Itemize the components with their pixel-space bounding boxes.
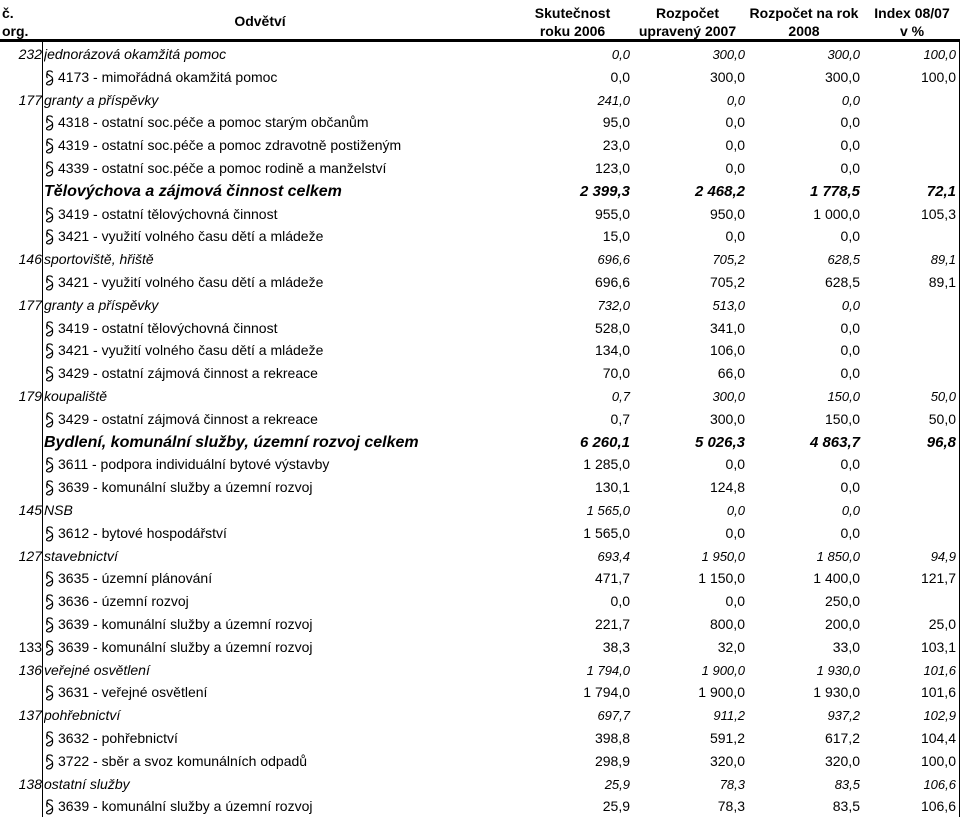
value-skutecnost-2006: 693,4 bbox=[597, 548, 630, 564]
table-row bbox=[0, 476, 960, 499]
value-rozpocet-2007: 300,0 bbox=[712, 47, 745, 62]
org-number bbox=[0, 339, 42, 362]
value-skutecnost-2006: 241,0 bbox=[597, 92, 630, 108]
section-total-label: Bydlení, komunální služby, územní rozvoj celkem bbox=[44, 433, 419, 451]
section-icon bbox=[45, 684, 54, 702]
row-label: 4339 - ostatní soc.péče a pomoc rodině a manželství bbox=[58, 160, 387, 176]
value-index bbox=[861, 522, 956, 545]
value-rozpocet-2008: 83,5 bbox=[832, 798, 860, 815]
table-row bbox=[0, 271, 960, 294]
org-number bbox=[0, 522, 42, 545]
value-index: 72,1 bbox=[926, 182, 956, 200]
value-index: 103,1 bbox=[920, 638, 956, 655]
section-total-label: Tělovýchova a zájmová činnost celkem bbox=[44, 182, 342, 200]
value-rozpocet-2008: 1 850,0 bbox=[816, 548, 860, 564]
table-row bbox=[0, 545, 960, 568]
value-index: 106,6 bbox=[923, 776, 956, 792]
value-rozpocet-2008: 0,0 bbox=[840, 137, 860, 154]
table-row bbox=[0, 636, 960, 659]
value-index bbox=[861, 339, 956, 362]
value-rozpocet-2007: 1 900,0 bbox=[701, 662, 745, 678]
row-label: 3639 - komunální služby a územní rozvoj bbox=[58, 638, 313, 655]
value-rozpocet-2007: 0,0 bbox=[726, 92, 745, 108]
org-number: 133 bbox=[18, 638, 42, 655]
org-number: 179 bbox=[18, 388, 42, 404]
value-index: 106,6 bbox=[920, 798, 956, 815]
value-rozpocet-2008: 150,0 bbox=[827, 389, 860, 404]
section-icon bbox=[45, 160, 54, 178]
org-number: 127 bbox=[18, 547, 42, 564]
value-rozpocet-2007: 1 900,0 bbox=[698, 684, 745, 701]
value-rozpocet-2007: 0,0 bbox=[725, 524, 745, 541]
value-rozpocet-2007: 341,0 bbox=[709, 319, 745, 336]
value-rozpocet-2008: 150,0 bbox=[824, 410, 860, 427]
value-index: 100,0 bbox=[920, 752, 956, 769]
value-skutecnost-2006: 732,0 bbox=[597, 297, 630, 313]
group-label: veřejné osvětlení bbox=[44, 661, 150, 678]
table-row bbox=[0, 248, 960, 271]
value-index bbox=[861, 294, 956, 317]
value-rozpocet-2008: 200,0 bbox=[824, 616, 860, 632]
org-number bbox=[0, 681, 42, 704]
org-number bbox=[0, 476, 42, 499]
section-icon bbox=[45, 456, 54, 474]
table-row bbox=[0, 294, 960, 317]
value-index: 105,3 bbox=[920, 205, 956, 222]
value-rozpocet-2008: 937,2 bbox=[827, 708, 860, 724]
value-rozpocet-2008: 0,0 bbox=[840, 479, 860, 496]
value-rozpocet-2008: 628,5 bbox=[824, 274, 860, 290]
org-number bbox=[0, 66, 42, 89]
value-skutecnost-2006: 1 565,0 bbox=[583, 524, 630, 541]
table-row bbox=[0, 567, 960, 590]
value-rozpocet-2008: 0,0 bbox=[840, 342, 860, 359]
value-rozpocet-2007: 2 468,2 bbox=[694, 182, 745, 200]
org-number: 137 bbox=[18, 707, 42, 724]
value-rozpocet-2008: 1 778,5 bbox=[809, 182, 860, 200]
org-number: 145 bbox=[18, 502, 42, 518]
header-org: č. org. bbox=[2, 5, 29, 39]
table-row bbox=[0, 773, 960, 796]
section-icon bbox=[45, 753, 54, 771]
value-rozpocet-2008: 0,0 bbox=[840, 524, 860, 541]
table-row bbox=[0, 499, 960, 522]
value-skutecnost-2006: 955,0 bbox=[594, 205, 630, 222]
value-rozpocet-2008: 320,0 bbox=[824, 752, 860, 769]
row-label: 3421 - využití volného času dětí a mládeže bbox=[58, 342, 324, 359]
org-number bbox=[0, 727, 42, 750]
value-index bbox=[861, 225, 956, 248]
value-skutecnost-2006: 25,9 bbox=[602, 798, 630, 815]
value-skutecnost-2006: 25,9 bbox=[604, 776, 630, 792]
value-index: 104,4 bbox=[920, 730, 956, 746]
value-rozpocet-2007: 124,8 bbox=[709, 479, 745, 496]
value-skutecnost-2006: 1 565,0 bbox=[586, 503, 630, 518]
value-rozpocet-2007: 0,0 bbox=[725, 160, 745, 176]
value-skutecnost-2006: 697,7 bbox=[597, 708, 630, 724]
row-label: 3639 - komunální služby a územní rozvoj bbox=[58, 616, 313, 632]
value-skutecnost-2006: 1 285,0 bbox=[583, 456, 630, 473]
value-index: 89,1 bbox=[930, 252, 956, 268]
value-rozpocet-2007: 78,3 bbox=[717, 798, 745, 815]
org-number bbox=[0, 271, 42, 294]
value-index: 94,9 bbox=[930, 548, 956, 564]
row-label: 4319 - ostatní soc.péče a pomoc zdravotně postiženým bbox=[58, 137, 402, 154]
group-label: jednorázová okamžitá pomoc bbox=[44, 46, 227, 62]
org-number bbox=[0, 180, 42, 203]
value-rozpocet-2008: 0,0 bbox=[840, 114, 860, 131]
value-skutecnost-2006: 23,0 bbox=[602, 137, 630, 154]
section-icon bbox=[45, 616, 54, 634]
table-row bbox=[0, 453, 960, 476]
value-rozpocet-2008: 0,0 bbox=[840, 365, 860, 382]
group-label: NSB bbox=[44, 502, 73, 518]
row-label: 3636 - územní rozvoj bbox=[58, 593, 189, 610]
table-row bbox=[0, 659, 960, 682]
group-label: ostatní služby bbox=[44, 775, 130, 792]
table-row bbox=[0, 408, 960, 431]
org-number: 177 bbox=[18, 91, 42, 108]
org-number bbox=[0, 590, 42, 613]
value-index bbox=[861, 499, 956, 522]
value-rozpocet-2008: 250,0 bbox=[824, 593, 860, 610]
table-row bbox=[0, 522, 960, 545]
org-number bbox=[0, 795, 42, 817]
value-skutecnost-2006: 38,3 bbox=[602, 638, 630, 655]
org-number bbox=[0, 750, 42, 773]
value-index: 102,9 bbox=[923, 708, 956, 724]
value-rozpocet-2008: 0,0 bbox=[840, 228, 860, 245]
value-index: 121,7 bbox=[920, 570, 956, 587]
value-skutecnost-2006: 471,7 bbox=[594, 570, 630, 587]
value-index bbox=[861, 111, 956, 134]
org-number bbox=[0, 134, 42, 157]
value-rozpocet-2008: 0,0 bbox=[841, 503, 860, 518]
header-skutecnost: Skutečnost roku 2006 bbox=[534, 5, 611, 39]
org-number: 232 bbox=[18, 46, 42, 62]
header-index: Index 08/07 v % bbox=[874, 5, 950, 39]
value-skutecnost-2006: 0,0 bbox=[610, 593, 630, 610]
value-skutecnost-2006: 70,0 bbox=[602, 365, 630, 382]
value-index bbox=[861, 453, 956, 476]
value-rozpocet-2007: 0,0 bbox=[725, 593, 745, 610]
value-skutecnost-2006: 123,0 bbox=[594, 160, 630, 176]
value-rozpocet-2007: 591,2 bbox=[709, 730, 745, 746]
value-rozpocet-2007: 705,2 bbox=[709, 274, 745, 290]
org-number: 136 bbox=[18, 661, 42, 678]
value-index: 96,8 bbox=[926, 433, 956, 451]
value-rozpocet-2007: 1 950,0 bbox=[701, 548, 745, 564]
section-icon bbox=[45, 320, 54, 338]
value-index: 50,0 bbox=[930, 389, 956, 404]
row-label: 3632 - pohřebnictví bbox=[58, 730, 178, 746]
value-skutecnost-2006: 696,6 bbox=[594, 274, 630, 290]
value-rozpocet-2008: 1 400,0 bbox=[813, 570, 860, 587]
group-label: granty a příspěvky bbox=[44, 91, 159, 108]
row-label: 3722 - sběr a svoz komunálních odpadů bbox=[58, 752, 308, 769]
group-label: sportoviště, hřiště bbox=[44, 251, 154, 268]
org-number bbox=[0, 362, 42, 385]
value-skutecnost-2006: 0,0 bbox=[611, 47, 630, 62]
value-rozpocet-2008: 4 863,7 bbox=[809, 433, 860, 451]
section-icon bbox=[45, 69, 54, 87]
org-number: 177 bbox=[18, 296, 42, 313]
value-rozpocet-2007: 300,0 bbox=[709, 410, 745, 427]
section-icon bbox=[45, 479, 54, 497]
row-label: 3429 - ostatní zájmová činnost a rekreace bbox=[58, 365, 318, 382]
value-index bbox=[861, 476, 956, 499]
org-number bbox=[0, 317, 42, 340]
value-index bbox=[861, 590, 956, 613]
value-rozpocet-2008: 0,0 bbox=[840, 160, 860, 176]
value-index: 25,0 bbox=[928, 616, 956, 632]
value-index bbox=[861, 134, 956, 157]
org-number bbox=[0, 203, 42, 226]
value-rozpocet-2008: 617,2 bbox=[824, 730, 860, 746]
value-skutecnost-2006: 1 794,0 bbox=[586, 662, 630, 678]
value-rozpocet-2008: 1 000,0 bbox=[813, 205, 860, 222]
table-row bbox=[0, 431, 960, 454]
value-rozpocet-2007: 950,0 bbox=[709, 205, 745, 222]
value-index: 100,0 bbox=[920, 68, 956, 85]
value-rozpocet-2007: 0,0 bbox=[726, 503, 745, 518]
section-icon bbox=[45, 798, 54, 816]
value-rozpocet-2007: 106,0 bbox=[709, 342, 745, 359]
value-skutecnost-2006: 130,1 bbox=[594, 479, 630, 496]
section-icon bbox=[45, 274, 54, 292]
value-rozpocet-2007: 705,2 bbox=[712, 252, 745, 268]
table-row bbox=[0, 134, 960, 157]
header-odvetvi: Odvětví bbox=[234, 13, 286, 29]
table-row bbox=[0, 681, 960, 704]
org-number: 138 bbox=[18, 775, 42, 792]
value-rozpocet-2007: 911,2 bbox=[713, 708, 745, 724]
row-label: 3639 - komunální služby a územní rozvoj bbox=[58, 479, 313, 496]
row-label: 3421 - využití volného času dětí a mládeže bbox=[58, 274, 324, 290]
value-index: 100,0 bbox=[923, 47, 956, 62]
row-label: 3612 - bytové hospodářství bbox=[58, 524, 227, 541]
section-icon bbox=[45, 525, 54, 543]
value-rozpocet-2008: 0,0 bbox=[840, 319, 860, 336]
org-number bbox=[0, 613, 42, 636]
table-row bbox=[0, 590, 960, 613]
value-index bbox=[861, 362, 956, 385]
value-index: 50,0 bbox=[928, 410, 956, 427]
value-index bbox=[861, 157, 956, 180]
org-number bbox=[0, 431, 42, 454]
org-number bbox=[0, 567, 42, 590]
table-row bbox=[0, 339, 960, 362]
table-row bbox=[0, 362, 960, 385]
value-skutecnost-2006: 95,0 bbox=[602, 114, 630, 131]
row-label: 3631 - veřejné osvětlení bbox=[58, 684, 208, 701]
row-label: 3429 - ostatní zájmová činnost a rekreace bbox=[58, 410, 318, 427]
value-skutecnost-2006: 528,0 bbox=[594, 319, 630, 336]
group-label: pohřebnictví bbox=[44, 707, 121, 724]
table-row bbox=[0, 750, 960, 773]
value-skutecnost-2006: 221,7 bbox=[594, 616, 630, 632]
header-rozpocet-na-rok: Rozpočet na rok 2008 bbox=[749, 5, 859, 39]
section-icon bbox=[45, 411, 54, 429]
row-label: 4173 - mimořádná okamžitá pomoc bbox=[58, 68, 278, 85]
table-row bbox=[0, 180, 960, 203]
value-skutecnost-2006: 1 794,0 bbox=[583, 684, 630, 701]
row-label: 3635 - územní plánování bbox=[58, 570, 213, 587]
value-index bbox=[861, 317, 956, 340]
value-rozpocet-2008: 83,5 bbox=[834, 776, 860, 792]
value-index: 101,6 bbox=[920, 684, 956, 701]
section-icon bbox=[45, 342, 54, 360]
row-label: 3611 - podpora individuální bytové výstavby bbox=[58, 456, 330, 473]
value-rozpocet-2007: 0,0 bbox=[725, 114, 745, 131]
group-label: stavebnictví bbox=[44, 547, 118, 564]
section-icon bbox=[45, 137, 54, 155]
value-rozpocet-2007: 5 026,3 bbox=[694, 433, 745, 451]
section-icon bbox=[45, 206, 54, 224]
value-index bbox=[861, 89, 956, 112]
value-rozpocet-2008: 0,0 bbox=[841, 92, 860, 108]
value-skutecnost-2006: 6 260,1 bbox=[579, 433, 630, 451]
row-label: 3639 - komunální služby a územní rozvoj bbox=[58, 798, 313, 815]
table-row bbox=[0, 66, 960, 89]
value-rozpocet-2008: 300,0 bbox=[824, 68, 860, 85]
org-number bbox=[0, 111, 42, 134]
table-row bbox=[0, 89, 960, 112]
value-index: 101,6 bbox=[923, 662, 956, 678]
value-skutecnost-2006: 0,7 bbox=[611, 389, 630, 404]
group-label: granty a příspěvky bbox=[44, 296, 159, 313]
value-skutecnost-2006: 2 399,3 bbox=[579, 182, 630, 200]
row-label: 3421 - využití volného času dětí a mládeže bbox=[58, 228, 324, 245]
value-skutecnost-2006: 0,0 bbox=[610, 68, 630, 85]
section-icon bbox=[45, 228, 54, 246]
org-number bbox=[0, 453, 42, 476]
value-rozpocet-2007: 300,0 bbox=[709, 68, 745, 85]
table-row bbox=[0, 157, 960, 180]
table-row bbox=[0, 225, 960, 248]
table-row bbox=[0, 317, 960, 340]
table-header bbox=[0, 0, 960, 42]
table-row bbox=[0, 111, 960, 134]
value-rozpocet-2007: 0,0 bbox=[725, 137, 745, 154]
section-icon bbox=[45, 365, 54, 383]
value-skutecnost-2006: 134,0 bbox=[594, 342, 630, 359]
section-icon bbox=[45, 639, 54, 657]
section-icon bbox=[45, 593, 54, 611]
row-label: 3419 - ostatní tělovýchovná činnost bbox=[58, 319, 278, 336]
value-rozpocet-2007: 66,0 bbox=[717, 365, 745, 382]
org-number bbox=[0, 408, 42, 431]
row-label: 3419 - ostatní tělovýchovná činnost bbox=[58, 205, 278, 222]
value-rozpocet-2007: 300,0 bbox=[712, 389, 745, 404]
value-rozpocet-2007: 513,0 bbox=[712, 297, 745, 313]
value-rozpocet-2007: 1 150,0 bbox=[698, 570, 745, 587]
value-rozpocet-2007: 320,0 bbox=[709, 752, 745, 769]
org-number bbox=[0, 157, 42, 180]
value-rozpocet-2008: 0,0 bbox=[841, 297, 860, 313]
value-rozpocet-2008: 628,5 bbox=[827, 252, 860, 268]
value-rozpocet-2007: 0,0 bbox=[725, 456, 745, 473]
value-rozpocet-2007: 800,0 bbox=[709, 616, 745, 632]
table-row bbox=[0, 385, 960, 408]
table-row bbox=[0, 203, 960, 226]
section-icon bbox=[45, 114, 54, 132]
section-icon bbox=[45, 730, 54, 748]
group-label: koupaliště bbox=[44, 388, 108, 404]
table-row bbox=[0, 795, 960, 817]
table-row bbox=[0, 704, 960, 727]
section-icon bbox=[45, 570, 54, 588]
value-rozpocet-2008: 300,0 bbox=[827, 47, 860, 62]
value-rozpocet-2007: 78,3 bbox=[719, 776, 745, 792]
table-row bbox=[0, 727, 960, 750]
table-row bbox=[0, 613, 960, 636]
value-skutecnost-2006: 0,7 bbox=[610, 410, 630, 427]
value-skutecnost-2006: 15,0 bbox=[602, 228, 630, 245]
org-number: 146 bbox=[18, 251, 42, 268]
value-rozpocet-2007: 0,0 bbox=[725, 228, 745, 245]
value-rozpocet-2008: 1 930,0 bbox=[816, 662, 860, 678]
row-label: 4318 - ostatní soc.péče a pomoc starým občanům bbox=[58, 114, 369, 131]
value-skutecnost-2006: 696,6 bbox=[597, 252, 630, 268]
value-rozpocet-2008: 0,0 bbox=[840, 456, 860, 473]
org-number bbox=[0, 225, 42, 248]
value-skutecnost-2006: 298,9 bbox=[594, 752, 630, 769]
value-index: 89,1 bbox=[928, 274, 956, 290]
value-rozpocet-2008: 1 930,0 bbox=[813, 684, 860, 701]
value-skutecnost-2006: 398,8 bbox=[594, 730, 630, 746]
header-rozpocet: Rozpočet upravený 2007 bbox=[638, 5, 737, 39]
table-row bbox=[0, 43, 960, 66]
value-rozpocet-2008: 33,0 bbox=[832, 638, 860, 655]
value-rozpocet-2007: 32,0 bbox=[717, 638, 745, 655]
